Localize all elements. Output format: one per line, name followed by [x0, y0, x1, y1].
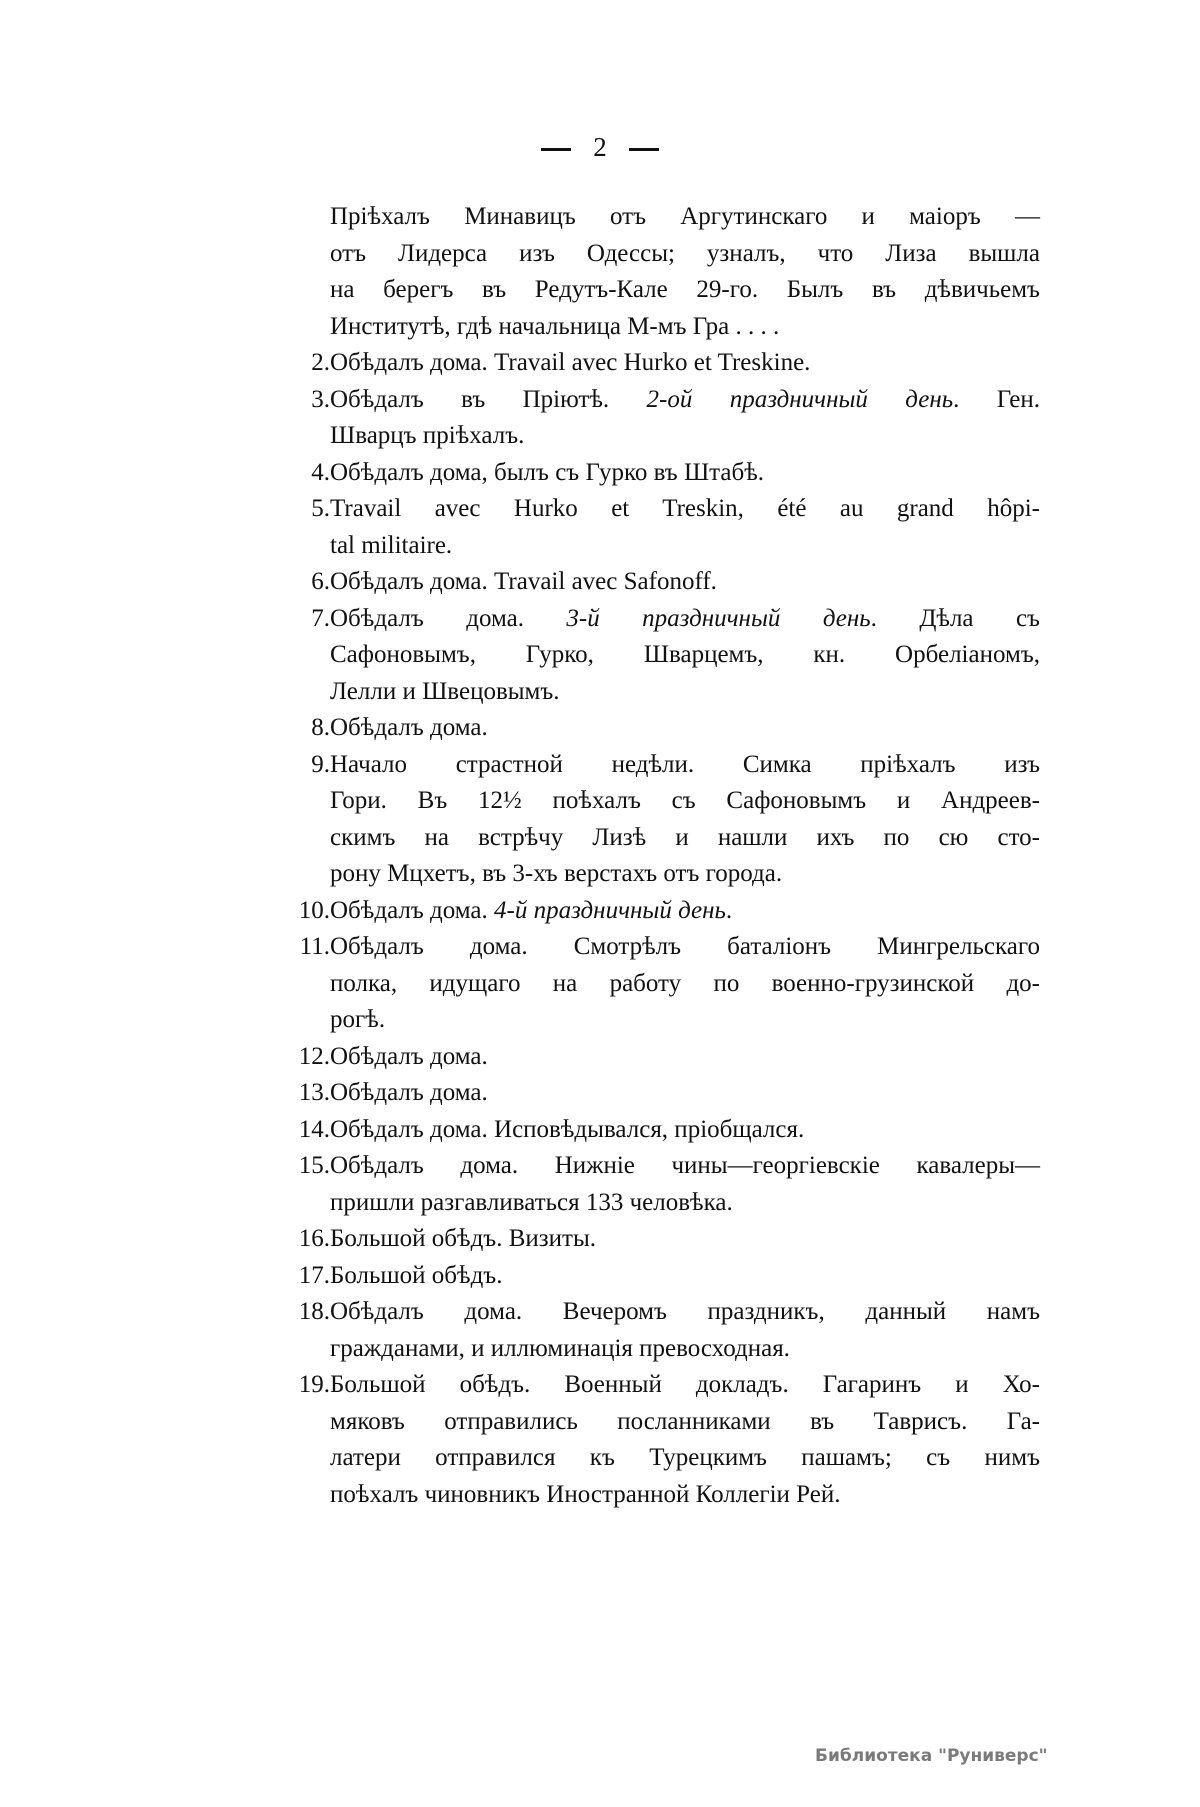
- entry-date-number: 10.: [298, 896, 330, 924]
- line-text: [330, 1039, 1040, 1076]
- text-segment: tal militaire.: [330, 531, 453, 559]
- entry-line: [0, 1075, 1200, 1112]
- line-text: [330, 1367, 1040, 1404]
- text-segment: Обѣдалъ дома.: [330, 1042, 488, 1070]
- line-text: [330, 491, 1040, 528]
- text-segment: Обѣдалъ дома. Исповѣдывался, пріобщался.: [330, 1115, 805, 1143]
- text-segment: Сафоновымъ, Гурко, Шварцемъ, кн. Орбеліаномъ,: [330, 641, 1040, 668]
- text-segment: скимъ на встрѣчу Лизѣ и нашли ихъ по сю сто-: [330, 823, 1040, 851]
- entry-line: [0, 1404, 1200, 1441]
- text-segment: Обѣдалъ дома. Вечеромъ праздникъ, данный намъ: [330, 1298, 1040, 1325]
- text-segment: мяковъ отправились посланниками въ Таврисъ. Га-: [330, 1407, 1040, 1435]
- text-segment: Обѣдалъ дома.: [330, 1079, 488, 1106]
- text-segment: . Дѣла съ: [870, 604, 1040, 632]
- entry-date-number: 5.: [311, 495, 330, 522]
- line-text: [330, 1002, 1040, 1039]
- text-segment: рону Мцхетъ, въ 3-хъ верстахъ отъ города.: [330, 860, 783, 887]
- italic-segment: 2-ой праздничный день: [646, 385, 954, 413]
- intro-line: [0, 272, 1200, 309]
- line-text: [330, 418, 1040, 455]
- entry-line: [0, 528, 1200, 565]
- entry-date-number: 4.: [311, 458, 330, 486]
- entry-line: [0, 601, 1200, 638]
- entry-date-number: 11.: [299, 933, 330, 960]
- entry-line: [0, 966, 1200, 1003]
- entry-line: [0, 747, 1200, 784]
- text-segment: Обѣдалъ дома. Нижніе чины—георгіевскіе кавалеры—: [330, 1152, 1040, 1179]
- text-segment: .: [725, 896, 733, 924]
- entry-date-number: 16.: [298, 1225, 330, 1252]
- text-segment: поѣхалъ чиновникъ Иностранной Коллегіи Рей.: [330, 1480, 841, 1508]
- line-text: [330, 1331, 1040, 1368]
- text-segment: Институтѣ, гдѣ начальница М-мъ Гра . . . .: [330, 312, 780, 340]
- entry-line: [0, 893, 1200, 930]
- line-text: [330, 236, 1040, 273]
- entry-line: [0, 1294, 1200, 1331]
- text-segment: рогѣ.: [330, 1006, 386, 1033]
- text-segment: Обѣдалъ дома.: [330, 896, 495, 924]
- text-segment: Обѣдалъ въ Пріютѣ.: [330, 385, 647, 413]
- entry-date-number: 7.: [311, 604, 330, 632]
- entry-line: [0, 1221, 1200, 1258]
- entry-line: [0, 1148, 1200, 1185]
- line-text: [330, 1477, 1040, 1514]
- line-text: [330, 345, 1040, 382]
- line-text: [330, 674, 1040, 711]
- line-text: [330, 601, 1040, 638]
- text-segment: Большой обѣдъ.: [330, 1261, 503, 1289]
- text-segment: гражданами, и иллюминація превосходная.: [330, 1334, 790, 1362]
- line-text: [330, 637, 1040, 674]
- text-segment: Обѣдалъ дома. Смотрѣлъ баталіонъ Мингрельскаго: [330, 933, 1040, 960]
- line-text: [330, 1185, 1040, 1222]
- entry-date-number: 14.: [298, 1115, 330, 1143]
- entry-line: [0, 1002, 1200, 1039]
- text-segment: Обѣдалъ дома.: [330, 714, 488, 741]
- entry-line: [0, 345, 1200, 382]
- line-text: [330, 820, 1040, 857]
- line-text: [330, 856, 1040, 893]
- intro-line: [0, 236, 1200, 273]
- entry-line: [0, 674, 1200, 711]
- line-text: [330, 747, 1040, 784]
- library-watermark: Библиотека "Руниверс": [815, 1746, 1048, 1766]
- text-segment: Обѣдалъ дома.: [330, 604, 567, 632]
- entry-date-number: 15.: [298, 1152, 330, 1179]
- diary-text: [0, 199, 1200, 1513]
- line-text: [330, 1440, 1040, 1477]
- text-segment: Travail avec Hurko et Treskin, été au grand hôpi-: [330, 495, 1040, 522]
- entry-line: [0, 1477, 1200, 1514]
- entry-date-number: 19.: [298, 1371, 330, 1398]
- text-segment: пришли разгавливаться 133 человѣка.: [330, 1188, 733, 1216]
- entry-date-number: 3.: [311, 385, 330, 413]
- line-text: [330, 455, 1040, 492]
- line-text: [330, 199, 1040, 236]
- dash-left: [541, 148, 571, 151]
- entry-line: [0, 1440, 1200, 1477]
- entry-date-number: 8.: [311, 714, 330, 741]
- entry-date-number: 12.: [298, 1042, 330, 1070]
- text-segment: . Ген.: [953, 385, 1040, 413]
- line-text: [330, 1112, 1040, 1149]
- entry-line: [0, 491, 1200, 528]
- line-text: [330, 1404, 1040, 1441]
- entry-date-number: 9.: [311, 750, 330, 778]
- entry-line: [0, 1039, 1200, 1076]
- entry-line: [0, 1185, 1200, 1222]
- entry-line: [0, 382, 1200, 419]
- entry-line: [0, 1331, 1200, 1368]
- text-segment: Большой обѣдъ. Военный докладъ. Гагаринъ и Хо-: [330, 1371, 1040, 1398]
- italic-segment: 4-й праздничный день: [494, 896, 726, 924]
- text-segment: Обѣдалъ дома. Travail avec Hurko et Treskine.: [330, 349, 811, 376]
- text-segment: Большой обѣдъ. Визиты.: [330, 1225, 597, 1252]
- text-segment: на берегъ въ Редутъ-Кале 29-го. Былъ въ дѣвичьемъ: [330, 276, 1040, 303]
- line-text: [330, 783, 1040, 820]
- entry-line: [0, 710, 1200, 747]
- line-text: [330, 564, 1040, 601]
- line-text: [330, 966, 1040, 1003]
- line-text: [330, 893, 1040, 930]
- line-text: [330, 929, 1040, 966]
- entry-line: [0, 564, 1200, 601]
- entry-line: [0, 1258, 1200, 1295]
- entry-line: [0, 455, 1200, 492]
- line-text: [330, 710, 1040, 747]
- text-segment: Лелли и Швецовымъ.: [330, 677, 560, 705]
- text-segment: Обѣдалъ дома, былъ съ Гурко въ Штабѣ.: [330, 458, 765, 486]
- text-segment: Пріѣхалъ Минавицъ отъ Аргутинскаго и маіоръ —: [330, 203, 1040, 230]
- italic-segment: 3-й праздничный день: [566, 604, 871, 632]
- text-segment: Обѣдалъ дома. Travail avec Safonoff.: [330, 568, 717, 595]
- line-text: [330, 382, 1040, 419]
- line-text: [330, 1258, 1040, 1295]
- line-text: [330, 1148, 1040, 1185]
- page-number: [0, 132, 1200, 163]
- line-text: [330, 1075, 1040, 1112]
- entry-line: [0, 783, 1200, 820]
- line-text: [330, 528, 1040, 565]
- entry-line: [0, 856, 1200, 893]
- entry-date-number: 18.: [298, 1298, 330, 1325]
- entry-line: [0, 637, 1200, 674]
- line-text: [330, 1221, 1040, 1258]
- entry-line: [0, 820, 1200, 857]
- entry-date-number: 13.: [298, 1079, 330, 1106]
- intro-line: [0, 199, 1200, 236]
- entry-line: [0, 418, 1200, 455]
- text-segment: Гори. Въ 12½ поѣхалъ съ Сафоновымъ и Андреев-: [330, 787, 1040, 814]
- page-number-text: 2: [593, 132, 607, 162]
- dash-right: [629, 148, 659, 151]
- line-text: [330, 309, 1040, 346]
- entry-date-number: 6.: [311, 568, 330, 595]
- entry-date-number: 17.: [298, 1261, 330, 1289]
- text-segment: полка, идущаго на работу по военно-грузинской до-: [330, 969, 1040, 997]
- entry-line: [0, 929, 1200, 966]
- text-segment: Шварцъ пріѣхалъ.: [330, 422, 525, 449]
- entry-date-number: 2.: [311, 349, 330, 376]
- text-segment: отъ Лидерса изъ Одессы; узналъ, что Лиза вышла: [330, 239, 1040, 267]
- text-segment: латери отправился къ Турецкимъ пашамъ; съ нимъ: [330, 1444, 1040, 1471]
- line-text: [330, 1294, 1040, 1331]
- entry-line: [0, 1112, 1200, 1149]
- line-text: [330, 272, 1040, 309]
- text-segment: Начало страстной недѣли. Симка пріѣхалъ изъ: [330, 750, 1040, 778]
- entry-line: [0, 1367, 1200, 1404]
- intro-line: [0, 309, 1200, 346]
